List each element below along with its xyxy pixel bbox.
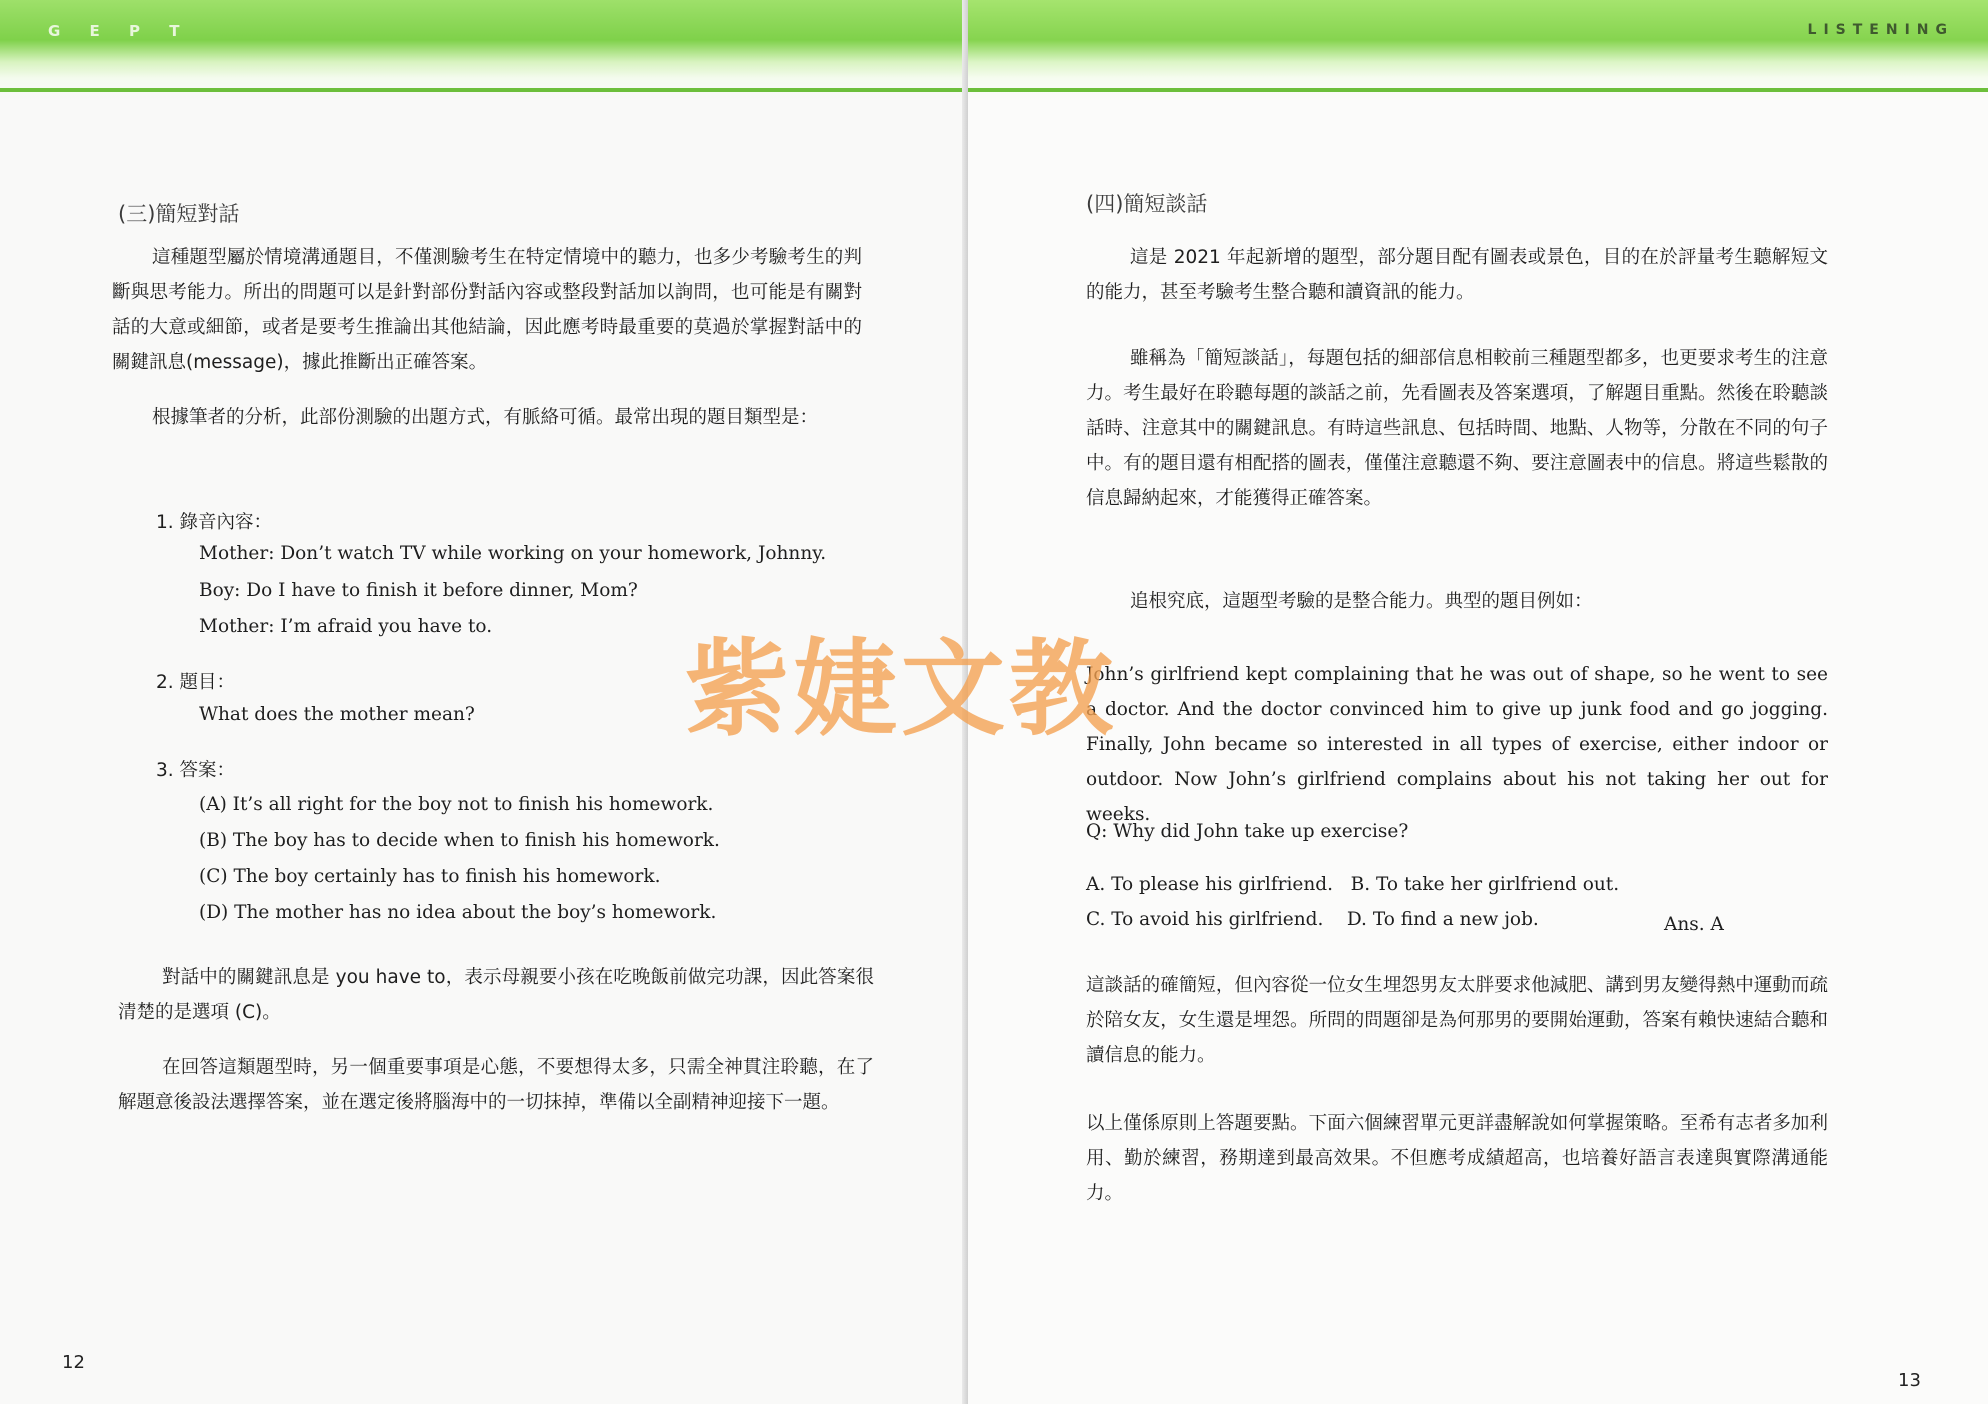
question-text: What does the mother mean? <box>199 704 475 725</box>
dialogue-line: Mother: I’m afraid you have to. <box>199 616 493 637</box>
answer-option: (A) It’s all right for the boy not to finish his homework. <box>199 794 714 815</box>
options-row: A. To please his girlfriend. B. To take her girlfriend out. <box>1086 874 1620 895</box>
description-paragraph: 雖稱為「簡短談話」，每題包括的細部信息相較前三種題型都多，也更要求考生的注意力。考生最好在聆聽每題的談話之前，先看圖表及答案選項，了解題目重點。然後在聆聽談話時、注意其中的關鍵訊息。有時這些訊息、包括時間、地點、人物等，分散在不同的句子中。有的題目還有相配搭的圖表，僅僅注意聽還不夠、要注意圖表中的信息。將這些鬆散的信息歸納起來，才能獲得正確答案。 <box>1086 348 1828 509</box>
analysis-paragraph: 根據筆者的分析，此部份測驗的出題方式，有脈絡可循。最常出現的題目類型是： <box>152 407 819 428</box>
closing-paragraph: 以上僅係原則上答題要點。下面六個練習單元更詳盡解說如何掌握策略。至希有志者多加利用、勤於練習，務期達到最高效果。不但應考成績超高，也培養好語言表達與實際溝通能力。 <box>1086 1113 1828 1204</box>
answer-option: (D) The mother has no idea about the boy’s homework. <box>199 902 717 923</box>
running-head-left: G E P T <box>48 22 192 40</box>
header-band <box>0 0 968 100</box>
page-number-right: 13 <box>1898 1370 1921 1391</box>
section-title-3: (三)簡短對話 <box>118 202 240 226</box>
watermark-stamp: 紫婕文教 <box>685 628 1118 750</box>
key-paragraph: 對話中的關鍵訊息是 you have to，表示母親要小孩在吃晚飯前做完功課，因此答案很清楚的是選項 (C)。 <box>118 967 874 1023</box>
intro-paragraph: 這是 2021 年起新增的題型，部分題目配有圖表或景色，目的在於評量考生聽解短文的能力，甚至考驗考生整合聽和讀資訊的能力。 <box>1086 247 1828 303</box>
answer-option: (C) The boy certainly has to finish his homework. <box>199 866 661 887</box>
header-band <box>968 0 1988 100</box>
right-page <box>968 0 1988 1404</box>
header-rule <box>968 88 1988 92</box>
item2-heading: 2. 題目： <box>156 672 236 693</box>
section-title-4: (四)簡短談話 <box>1086 192 1208 216</box>
example-question: Q: Why did John take up exercise? <box>1086 821 1409 842</box>
running-head-right: LISTENING <box>1807 22 1954 38</box>
answer-key: Ans. A <box>1664 914 1724 935</box>
lead-in-paragraph: 追根究底，這題型考驗的是整合能力。典型的題目例如： <box>1130 591 1593 612</box>
dialogue-line: Boy: Do I have to finish it before dinner, Mom? <box>199 580 638 601</box>
answer-option: (B) The boy has to decide when to finish his homework. <box>199 830 720 851</box>
analysis-paragraph: 這談話的確簡短，但內容從一位女生埋怨男友太胖要求他減肥、講到男友變得熱中運動而疏於陪女友，女生還是埋怨。所問的問題卻是為何那男的要開始運動，答案有賴快速結合聽和讀信息的能力。 <box>1086 975 1828 1066</box>
item3-heading: 3. 答案： <box>156 760 236 781</box>
dialogue-line: Mother: Don’t watch TV while working on your homework, Johnny. <box>199 543 827 564</box>
intro-paragraph: 這種題型屬於情境溝通題目，不僅測驗考生在特定情境中的聽力，也多少考驗考生的判斷與思考能力。所出的問題可以是針對部份對話內容或整段對話加以詢問，也可能是有關對話的大意或細節，或者是要考生推論出其他結論，因此應考時最重要的莫過於掌握對話中的關鍵訊息(message)，據此推斷出正確答案。 <box>112 247 862 373</box>
item1-heading: 1. 錄音內容： <box>156 512 273 533</box>
mindset-paragraph: 在回答這類題型時，另一個重要事項是心態，不要想得太多，只需全神貫注聆聽，在了解題意後設法選擇答案，並在選定後將腦海中的一切抹掉，準備以全副精神迎接下一題。 <box>118 1057 874 1113</box>
page-number-left: 12 <box>62 1352 85 1373</box>
example-passage: John’s girlfriend kept complaining that he was out of shape, so he went to see a doctor. And the doctor convinced him to give up junk food and go jogging. Finally, John became so interested in all types of exercise, either indoor or outdoor. Now John’s girlfriend complains about his not taking her out for weeks. <box>1086 664 1828 825</box>
options-row: C. To avoid his girlfriend. D. To find a new job. <box>1086 909 1539 930</box>
header-rule <box>0 88 968 92</box>
